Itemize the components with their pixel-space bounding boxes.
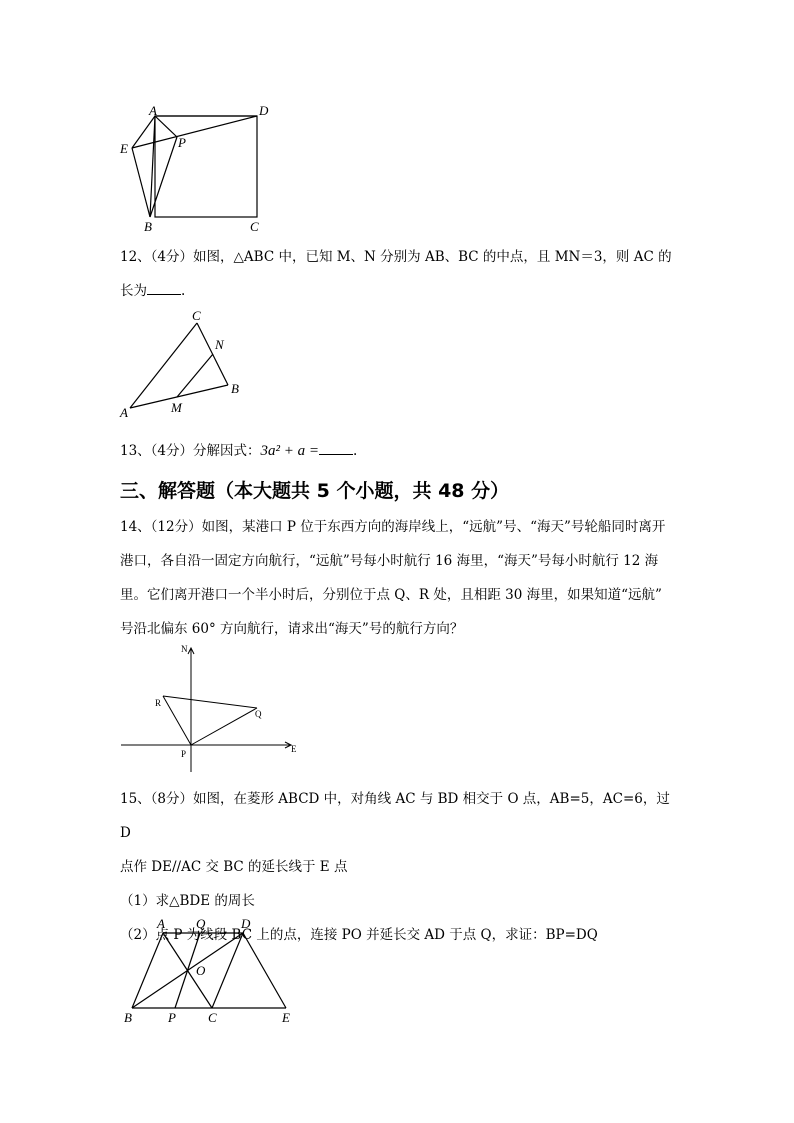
figure-rhombus [118,912,308,1027]
label-r: R [155,698,162,708]
q12-line2: 长为 . [120,274,680,308]
q12-line1: 12、（4分）如图，△ABC 中，已知 M、N 分别为 AB、BC 的中点，且 MN＝3，则 AC 的 [120,249,672,265]
label-n: N [181,644,188,654]
label-b: B [231,381,239,396]
question-13: 13、（4分）分解因式：3a² + a = . [120,434,680,468]
label-b: B [124,1010,132,1025]
figure-square-abcd [110,100,290,235]
label-q: Q [196,916,206,931]
label-e: E [291,744,297,754]
label-a: A [157,916,165,931]
q14-line3: 里。它们离开港口一个半小时后，分别位于点 Q、R 处，且相距 30 海里，如果知道“远航” [120,587,662,603]
answer-blank[interactable] [147,280,181,295]
label-q: Q [255,709,262,719]
q15-sub1: （1）求△BDE 的周长 [120,893,255,909]
label-e: E [120,141,128,156]
label-p: P [168,1010,176,1025]
question-12 [120,240,680,308]
q15-line2: 点作 DE//AC 交 BC 的延长线于 E 点 [120,859,348,875]
q14-line4: 号沿北偏东 60° 方向航行，请求出“海天”号的航行方向？ [120,621,464,637]
label-c: C [208,1010,217,1025]
label-c: C [250,219,259,234]
q13-prefix: 13、（4分）分解因式： [120,443,261,459]
label-p: P [181,749,187,759]
label-c: C [192,308,201,323]
section-heading: 三、解答题（本大题共 5 个小题，共 48 分） [120,480,510,502]
q13-expression: 3a² + a = [260,443,320,459]
answer-blank[interactable] [319,440,353,455]
label-a: A [149,103,157,118]
label-d: D [241,916,251,931]
q14-line2: 港口，各自沿一固定方向航行，“远航”号每小时航行 16 海里，“海天”号每小时航行 12 海 [120,553,659,569]
label-b: B [144,219,152,234]
q15-line1: 15、（8分）如图，在菱形 ABCD 中，对角线 AC 与 BD 相交于 O 点，AB=5，AC=6，过 D [120,791,670,841]
label-o: O [196,963,206,978]
label-a: A [120,405,128,420]
label-d: D [259,103,269,118]
label-n: N [215,337,224,352]
q15-sub2: （2）点 P 为线段 BC 上的点，连接 PO 并延长交 AD 于点 Q，求证：BP=DQ [120,927,598,943]
figure-compass [115,640,305,780]
label-e: E [282,1010,290,1025]
q14-line1: 14、（12分）如图，某港口 P 位于东西方向的海岸线上，“远航”号、“海天”号轮船同时离开 [120,519,666,535]
figure-triangle-abc [115,305,255,420]
label-p: P [178,135,186,150]
question-14 [120,510,680,646]
label-m: M [171,400,182,415]
